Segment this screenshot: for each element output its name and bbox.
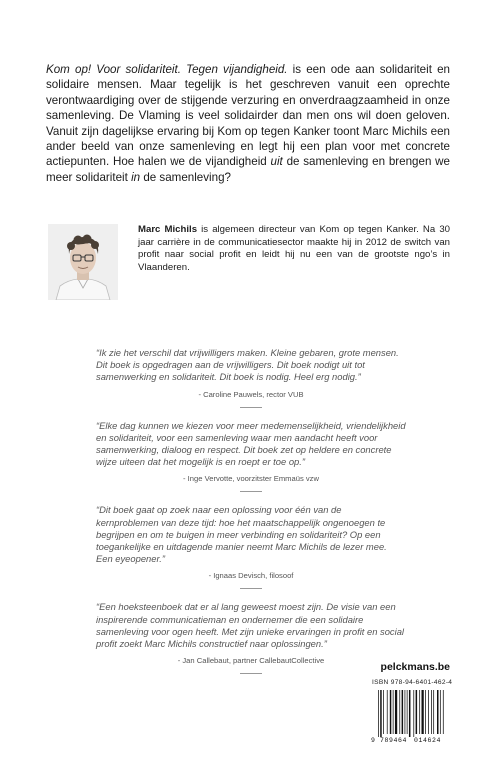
barcode-bar [431, 690, 432, 734]
barcode-bar [416, 690, 418, 734]
quote-source: - Jan Callebaut, partner CallebautCollective [177, 656, 325, 666]
author-bio [138, 224, 450, 274]
barcode-icon [370, 690, 450, 744]
barcode-digits-right: 014624 [414, 737, 442, 744]
isbn-label: ISBN 978-94-6401-462-4 [372, 679, 453, 686]
barcode-bar [419, 690, 420, 734]
barcode-bar [425, 690, 426, 734]
barcode-bar [422, 690, 424, 734]
barcode-bar [405, 690, 406, 734]
barcode-bar [383, 690, 384, 734]
intro-text-3: de samenleving? [140, 170, 231, 184]
divider [240, 673, 262, 674]
barcode-bar [437, 690, 439, 734]
endorsement [96, 420, 406, 493]
barcode-digits-left: 789464 [380, 737, 408, 744]
intro-text-1: is een ode aan solidariteit en solidaire mensen. Maar tegelijk is het geschreven vanuit een oprechte verontwaardiging over de stijgende verzuring en onverdraagzaamheid in onze samenleving. De Vlaming is veel solidairder dan men ons wil doen geloven. Vanuit zijn dagelijkse ervaring bij Kom op tegen Kanker toont Marc Michils een ander beeld van onze samenleving en legt hij een plan voor met concrete actiepunten. Hoe halen we de vijandigheid [46, 63, 450, 169]
endorsement [96, 504, 406, 589]
book-title: Kom op! Voor solidariteit. Tegen vijandigheid. [46, 63, 288, 76]
author-name: Marc Michils [138, 224, 198, 235]
barcode-bar [393, 690, 394, 734]
barcode-bar [395, 690, 397, 734]
publisher-url: pelckmans.be [380, 661, 450, 673]
barcode-bar [407, 690, 408, 734]
quote-text: “Elke dag kunnen we kiezen voor meer medemenselijkheid, vriendelijkheid en solidariteit, voor een samenleving waar men aandacht heeft voor samenwerking, dialoog en respect. Dit boek zet op heldere en concrete wijze uiteen dat het mogelijk is en roept er toe op.” [96, 419, 406, 468]
intro-paragraph [46, 62, 450, 185]
divider [240, 491, 262, 492]
barcode-bar [387, 690, 388, 734]
quote-text: “Dit boek gaat op zoek naar een oplossing voor één van de kernproblemen van deze tijd: hoe het maatschappelijk ongenoegen te begrijpen en om te buigen in meer verbinding en solidariteit? Op een toegankelijke en uitdagende manier neemt Marc Michils de lezer mee. Een eyeopener.” [96, 504, 387, 565]
barcode-bar [402, 690, 404, 734]
divider [240, 407, 262, 408]
endorsements [96, 347, 406, 686]
portrait-icon [48, 224, 118, 300]
divider [240, 588, 262, 589]
barcode-bar [413, 690, 414, 737]
quote-text: “Ik zie het verschil dat vrijwilligers maken. Kleine gebaren, grote mensen. Dit boek is opgedragen aan de vrijwilligers. Dit boek nodigt uit tot samenwerking en solidariteit. Dit boek is nodig. Heel erg nodig.” [96, 347, 399, 383]
author-block [48, 224, 452, 304]
barcode-bar [443, 690, 444, 734]
barcode-bar [428, 690, 429, 734]
barcode-bar [409, 690, 411, 737]
intro-word-uit: uit [270, 155, 283, 169]
author-portrait [48, 224, 118, 300]
barcode-bar [433, 690, 434, 734]
endorsement [96, 347, 406, 408]
endorsement [96, 601, 406, 674]
author-bio-text: is algemeen directeur van Kom op tegen Kanker. Na 30 jaar carrière in de communicatiesector maakte hij in 2012 de switch van profit naar social profit en leidt hij nu een van de grootste ngo’s in Vlaanderen. [138, 224, 450, 273]
quote-source: - Caroline Pauwels, rector VUB [198, 389, 304, 399]
barcode-bar [440, 690, 441, 734]
intro-text-2: de samenleving en brengen we meer solidariteit [46, 155, 450, 184]
quote-text: “Een hoeksteenboek dat er al lang geweest moest zijn. De visie van een inspirerende communicatieman en ondernemer die een solidaire samenleving voor ogen heeft. Met zijn unieke ervaringen in profit en social profit zoekt Marc Michils constructief naar oplossingen.” [96, 601, 404, 650]
quote-source: - Inge Vervotte, voorzitster Emmaüs vzw [183, 474, 319, 484]
barcode-bar [390, 690, 392, 734]
intro-word-in: in [131, 170, 141, 184]
barcode-bar [380, 690, 382, 737]
barcode-digit-first: 9 [371, 737, 375, 744]
barcode-bar [399, 690, 400, 734]
quote-source: - Ignaas Devisch, filosoof [208, 571, 294, 581]
barcode-bar [378, 690, 379, 737]
